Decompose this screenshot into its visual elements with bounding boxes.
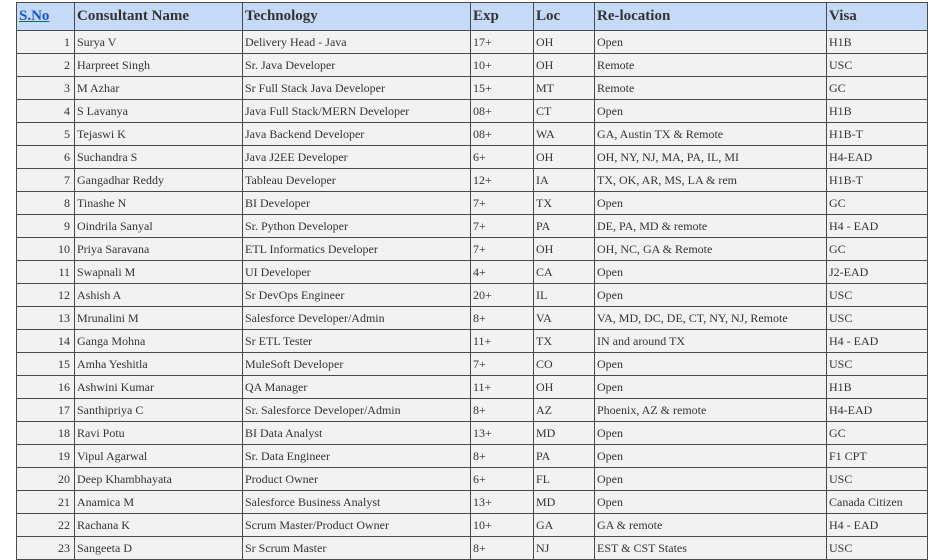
- table-row: [17, 284, 928, 307]
- table-row: [17, 307, 928, 330]
- cell-relocation: DE, PA, MD & remote: [595, 215, 827, 238]
- cell-loc: MT: [534, 77, 595, 100]
- cell-technology: MuleSoft Developer: [243, 353, 471, 376]
- cell-relocation: Open: [595, 376, 827, 399]
- table-row: [17, 238, 928, 261]
- cell-loc: IA: [534, 169, 595, 192]
- cell-exp: 15+: [471, 77, 534, 100]
- cell-sno: 17: [17, 399, 75, 422]
- cell-sno: 13: [17, 307, 75, 330]
- cell-sno: 21: [17, 491, 75, 514]
- cell-technology: QA Manager: [243, 376, 471, 399]
- cell-technology: Sr. Java Developer: [243, 54, 471, 77]
- cell-sno: 9: [17, 215, 75, 238]
- cell-exp: 11+: [471, 376, 534, 399]
- cell-loc: CO: [534, 353, 595, 376]
- cell-relocation: Open: [595, 31, 827, 54]
- cell-consultant-name: Mrunalini M: [75, 307, 243, 330]
- cell-technology: Sr ETL Tester: [243, 330, 471, 353]
- cell-visa: Canada Citizen: [827, 491, 928, 514]
- sno-sort-link[interactable]: S.No: [19, 8, 50, 24]
- table-row: [17, 215, 928, 238]
- cell-consultant-name: S Lavanya: [75, 100, 243, 123]
- cell-consultant-name: Ravi Potu: [75, 422, 243, 445]
- cell-visa: USC: [827, 468, 928, 491]
- cell-exp: 7+: [471, 192, 534, 215]
- cell-consultant-name: Deep Khambhayata: [75, 468, 243, 491]
- cell-loc: OH: [534, 376, 595, 399]
- cell-sno: 12: [17, 284, 75, 307]
- cell-technology: UI Developer: [243, 261, 471, 284]
- cell-loc: VA: [534, 307, 595, 330]
- cell-visa: GC: [827, 422, 928, 445]
- cell-exp: 6+: [471, 146, 534, 169]
- cell-visa: GC: [827, 77, 928, 100]
- cell-consultant-name: Gangadhar Reddy: [75, 169, 243, 192]
- cell-relocation: IN and around TX: [595, 330, 827, 353]
- header-visa: Visa: [827, 3, 928, 31]
- cell-sno: 7: [17, 169, 75, 192]
- table-row: [17, 146, 928, 169]
- cell-relocation: Open: [595, 445, 827, 468]
- table-row: [17, 514, 928, 537]
- table-row: [17, 100, 928, 123]
- cell-exp: 20+: [471, 284, 534, 307]
- cell-visa: USC: [827, 537, 928, 560]
- cell-relocation: Open: [595, 468, 827, 491]
- cell-loc: NJ: [534, 537, 595, 560]
- cell-sno: 16: [17, 376, 75, 399]
- cell-consultant-name: Amha Yeshitla: [75, 353, 243, 376]
- cell-relocation: OH, NC, GA & Remote: [595, 238, 827, 261]
- cell-technology: Sr Full Stack Java Developer: [243, 77, 471, 100]
- table-row: [17, 192, 928, 215]
- cell-sno: 19: [17, 445, 75, 468]
- cell-relocation: OH, NY, NJ, MA, PA, IL, MI: [595, 146, 827, 169]
- cell-exp: 8+: [471, 537, 534, 560]
- cell-exp: 13+: [471, 422, 534, 445]
- cell-technology: Java Backend Developer: [243, 123, 471, 146]
- table-row: [17, 31, 928, 54]
- cell-visa: USC: [827, 353, 928, 376]
- cell-technology: ETL Informatics Developer: [243, 238, 471, 261]
- header-consultant-name: Consultant Name: [75, 3, 243, 31]
- cell-consultant-name: Anamica M: [75, 491, 243, 514]
- header-relocation: Re-location: [595, 3, 827, 31]
- cell-consultant-name: Oindrila Sanyal: [75, 215, 243, 238]
- cell-exp: 8+: [471, 399, 534, 422]
- cell-visa: H1B: [827, 376, 928, 399]
- cell-technology: Salesforce Developer/Admin: [243, 307, 471, 330]
- cell-technology: Sr DevOps Engineer: [243, 284, 471, 307]
- cell-consultant-name: Rachana K: [75, 514, 243, 537]
- cell-visa: H4 - EAD: [827, 215, 928, 238]
- header-sno[interactable]: [17, 3, 75, 31]
- cell-visa: H4-EAD: [827, 146, 928, 169]
- cell-relocation: GA & remote: [595, 514, 827, 537]
- cell-sno: 2: [17, 54, 75, 77]
- cell-visa: GC: [827, 238, 928, 261]
- table-row: [17, 54, 928, 77]
- consultant-table: [16, 2, 928, 560]
- cell-visa: H1B: [827, 100, 928, 123]
- cell-relocation: Open: [595, 422, 827, 445]
- table-row: [17, 445, 928, 468]
- cell-loc: MD: [534, 422, 595, 445]
- cell-loc: OH: [534, 238, 595, 261]
- cell-loc: TX: [534, 192, 595, 215]
- cell-exp: 17+: [471, 31, 534, 54]
- cell-visa: F1 CPT: [827, 445, 928, 468]
- cell-consultant-name: Vipul Agarwal: [75, 445, 243, 468]
- cell-consultant-name: Santhipriya C: [75, 399, 243, 422]
- cell-loc: IL: [534, 284, 595, 307]
- cell-loc: PA: [534, 445, 595, 468]
- cell-consultant-name: Harpreet Singh: [75, 54, 243, 77]
- cell-visa: H4-EAD: [827, 399, 928, 422]
- cell-relocation: Remote: [595, 54, 827, 77]
- cell-technology: Java J2EE Developer: [243, 146, 471, 169]
- cell-loc: AZ: [534, 399, 595, 422]
- cell-consultant-name: Ashwini Kumar: [75, 376, 243, 399]
- cell-visa: J2-EAD: [827, 261, 928, 284]
- cell-visa: GC: [827, 192, 928, 215]
- header-loc: Loc: [534, 3, 595, 31]
- cell-technology: Sr. Python Developer: [243, 215, 471, 238]
- cell-relocation: Open: [595, 353, 827, 376]
- cell-sno: 6: [17, 146, 75, 169]
- cell-loc: MD: [534, 491, 595, 514]
- cell-loc: OH: [534, 31, 595, 54]
- cell-visa: H1B: [827, 31, 928, 54]
- cell-technology: Scrum Master/Product Owner: [243, 514, 471, 537]
- header-exp: Exp: [471, 3, 534, 31]
- cell-loc: FL: [534, 468, 595, 491]
- table-row: [17, 123, 928, 146]
- cell-loc: OH: [534, 146, 595, 169]
- cell-technology: BI Developer: [243, 192, 471, 215]
- cell-relocation: Open: [595, 261, 827, 284]
- table-row: [17, 422, 928, 445]
- cell-technology: Salesforce Business Analyst: [243, 491, 471, 514]
- cell-visa: H4 - EAD: [827, 514, 928, 537]
- cell-sno: 5: [17, 123, 75, 146]
- cell-sno: 15: [17, 353, 75, 376]
- cell-sno: 10: [17, 238, 75, 261]
- consultant-table-container: [16, 2, 928, 560]
- cell-sno: 20: [17, 468, 75, 491]
- table-header: [17, 3, 928, 31]
- cell-loc: OH: [534, 54, 595, 77]
- cell-technology: BI Data Analyst: [243, 422, 471, 445]
- cell-exp: 8+: [471, 445, 534, 468]
- cell-sno: 3: [17, 77, 75, 100]
- table-row: [17, 261, 928, 284]
- table-row: [17, 376, 928, 399]
- cell-exp: 08+: [471, 123, 534, 146]
- cell-visa: USC: [827, 307, 928, 330]
- cell-consultant-name: Tinashe N: [75, 192, 243, 215]
- cell-sno: 23: [17, 537, 75, 560]
- cell-technology: Product Owner: [243, 468, 471, 491]
- cell-consultant-name: Swapnali M: [75, 261, 243, 284]
- table-row: [17, 399, 928, 422]
- cell-loc: CT: [534, 100, 595, 123]
- table-row: [17, 169, 928, 192]
- cell-consultant-name: M Azhar: [75, 77, 243, 100]
- cell-consultant-name: Ganga Mohna: [75, 330, 243, 353]
- cell-sno: 11: [17, 261, 75, 284]
- table-row: [17, 353, 928, 376]
- cell-exp: 08+: [471, 100, 534, 123]
- cell-exp: 11+: [471, 330, 534, 353]
- cell-exp: 6+: [471, 468, 534, 491]
- cell-exp: 10+: [471, 514, 534, 537]
- cell-relocation: Remote: [595, 77, 827, 100]
- table-body: [17, 31, 928, 560]
- cell-loc: PA: [534, 215, 595, 238]
- cell-visa: USC: [827, 284, 928, 307]
- cell-exp: 7+: [471, 215, 534, 238]
- header-row: [17, 3, 928, 31]
- table-row: [17, 468, 928, 491]
- cell-exp: 8+: [471, 307, 534, 330]
- cell-relocation: VA, MD, DC, DE, CT, NY, NJ, Remote: [595, 307, 827, 330]
- cell-loc: TX: [534, 330, 595, 353]
- cell-loc: GA: [534, 514, 595, 537]
- cell-technology: Sr. Data Engineer: [243, 445, 471, 468]
- cell-sno: 8: [17, 192, 75, 215]
- cell-visa: H1B-T: [827, 123, 928, 146]
- table-row: [17, 330, 928, 353]
- cell-visa: H4 - EAD: [827, 330, 928, 353]
- table-row: [17, 77, 928, 100]
- cell-consultant-name: Tejaswi K: [75, 123, 243, 146]
- cell-relocation: Phoenix, AZ & remote: [595, 399, 827, 422]
- cell-relocation: Open: [595, 491, 827, 514]
- cell-exp: 12+: [471, 169, 534, 192]
- cell-technology: Java Full Stack/MERN Developer: [243, 100, 471, 123]
- cell-consultant-name: Surya V: [75, 31, 243, 54]
- cell-sno: 18: [17, 422, 75, 445]
- cell-exp: 7+: [471, 353, 534, 376]
- cell-exp: 10+: [471, 54, 534, 77]
- cell-technology: Tableau Developer: [243, 169, 471, 192]
- cell-consultant-name: Ashish A: [75, 284, 243, 307]
- cell-technology: Sr. Salesforce Developer/Admin: [243, 399, 471, 422]
- cell-relocation: Open: [595, 284, 827, 307]
- cell-exp: 4+: [471, 261, 534, 284]
- cell-sno: 14: [17, 330, 75, 353]
- cell-visa: H1B-T: [827, 169, 928, 192]
- cell-sno: 1: [17, 31, 75, 54]
- cell-relocation: EST & CST States: [595, 537, 827, 560]
- table-row: [17, 537, 928, 560]
- cell-loc: WA: [534, 123, 595, 146]
- cell-technology: Delivery Head - Java: [243, 31, 471, 54]
- cell-exp: 13+: [471, 491, 534, 514]
- table-row: [17, 491, 928, 514]
- cell-relocation: GA, Austin TX & Remote: [595, 123, 827, 146]
- cell-sno: 22: [17, 514, 75, 537]
- cell-consultant-name: Suchandra S: [75, 146, 243, 169]
- cell-consultant-name: Sangeeta D: [75, 537, 243, 560]
- cell-exp: 7+: [471, 238, 534, 261]
- cell-relocation: TX, OK, AR, MS, LA & rem: [595, 169, 827, 192]
- cell-sno: 4: [17, 100, 75, 123]
- cell-technology: Sr Scrum Master: [243, 537, 471, 560]
- cell-loc: CA: [534, 261, 595, 284]
- cell-relocation: Open: [595, 100, 827, 123]
- cell-relocation: Open: [595, 192, 827, 215]
- cell-consultant-name: Priya Saravana: [75, 238, 243, 261]
- cell-visa: USC: [827, 54, 928, 77]
- header-technology: Technology: [243, 3, 471, 31]
